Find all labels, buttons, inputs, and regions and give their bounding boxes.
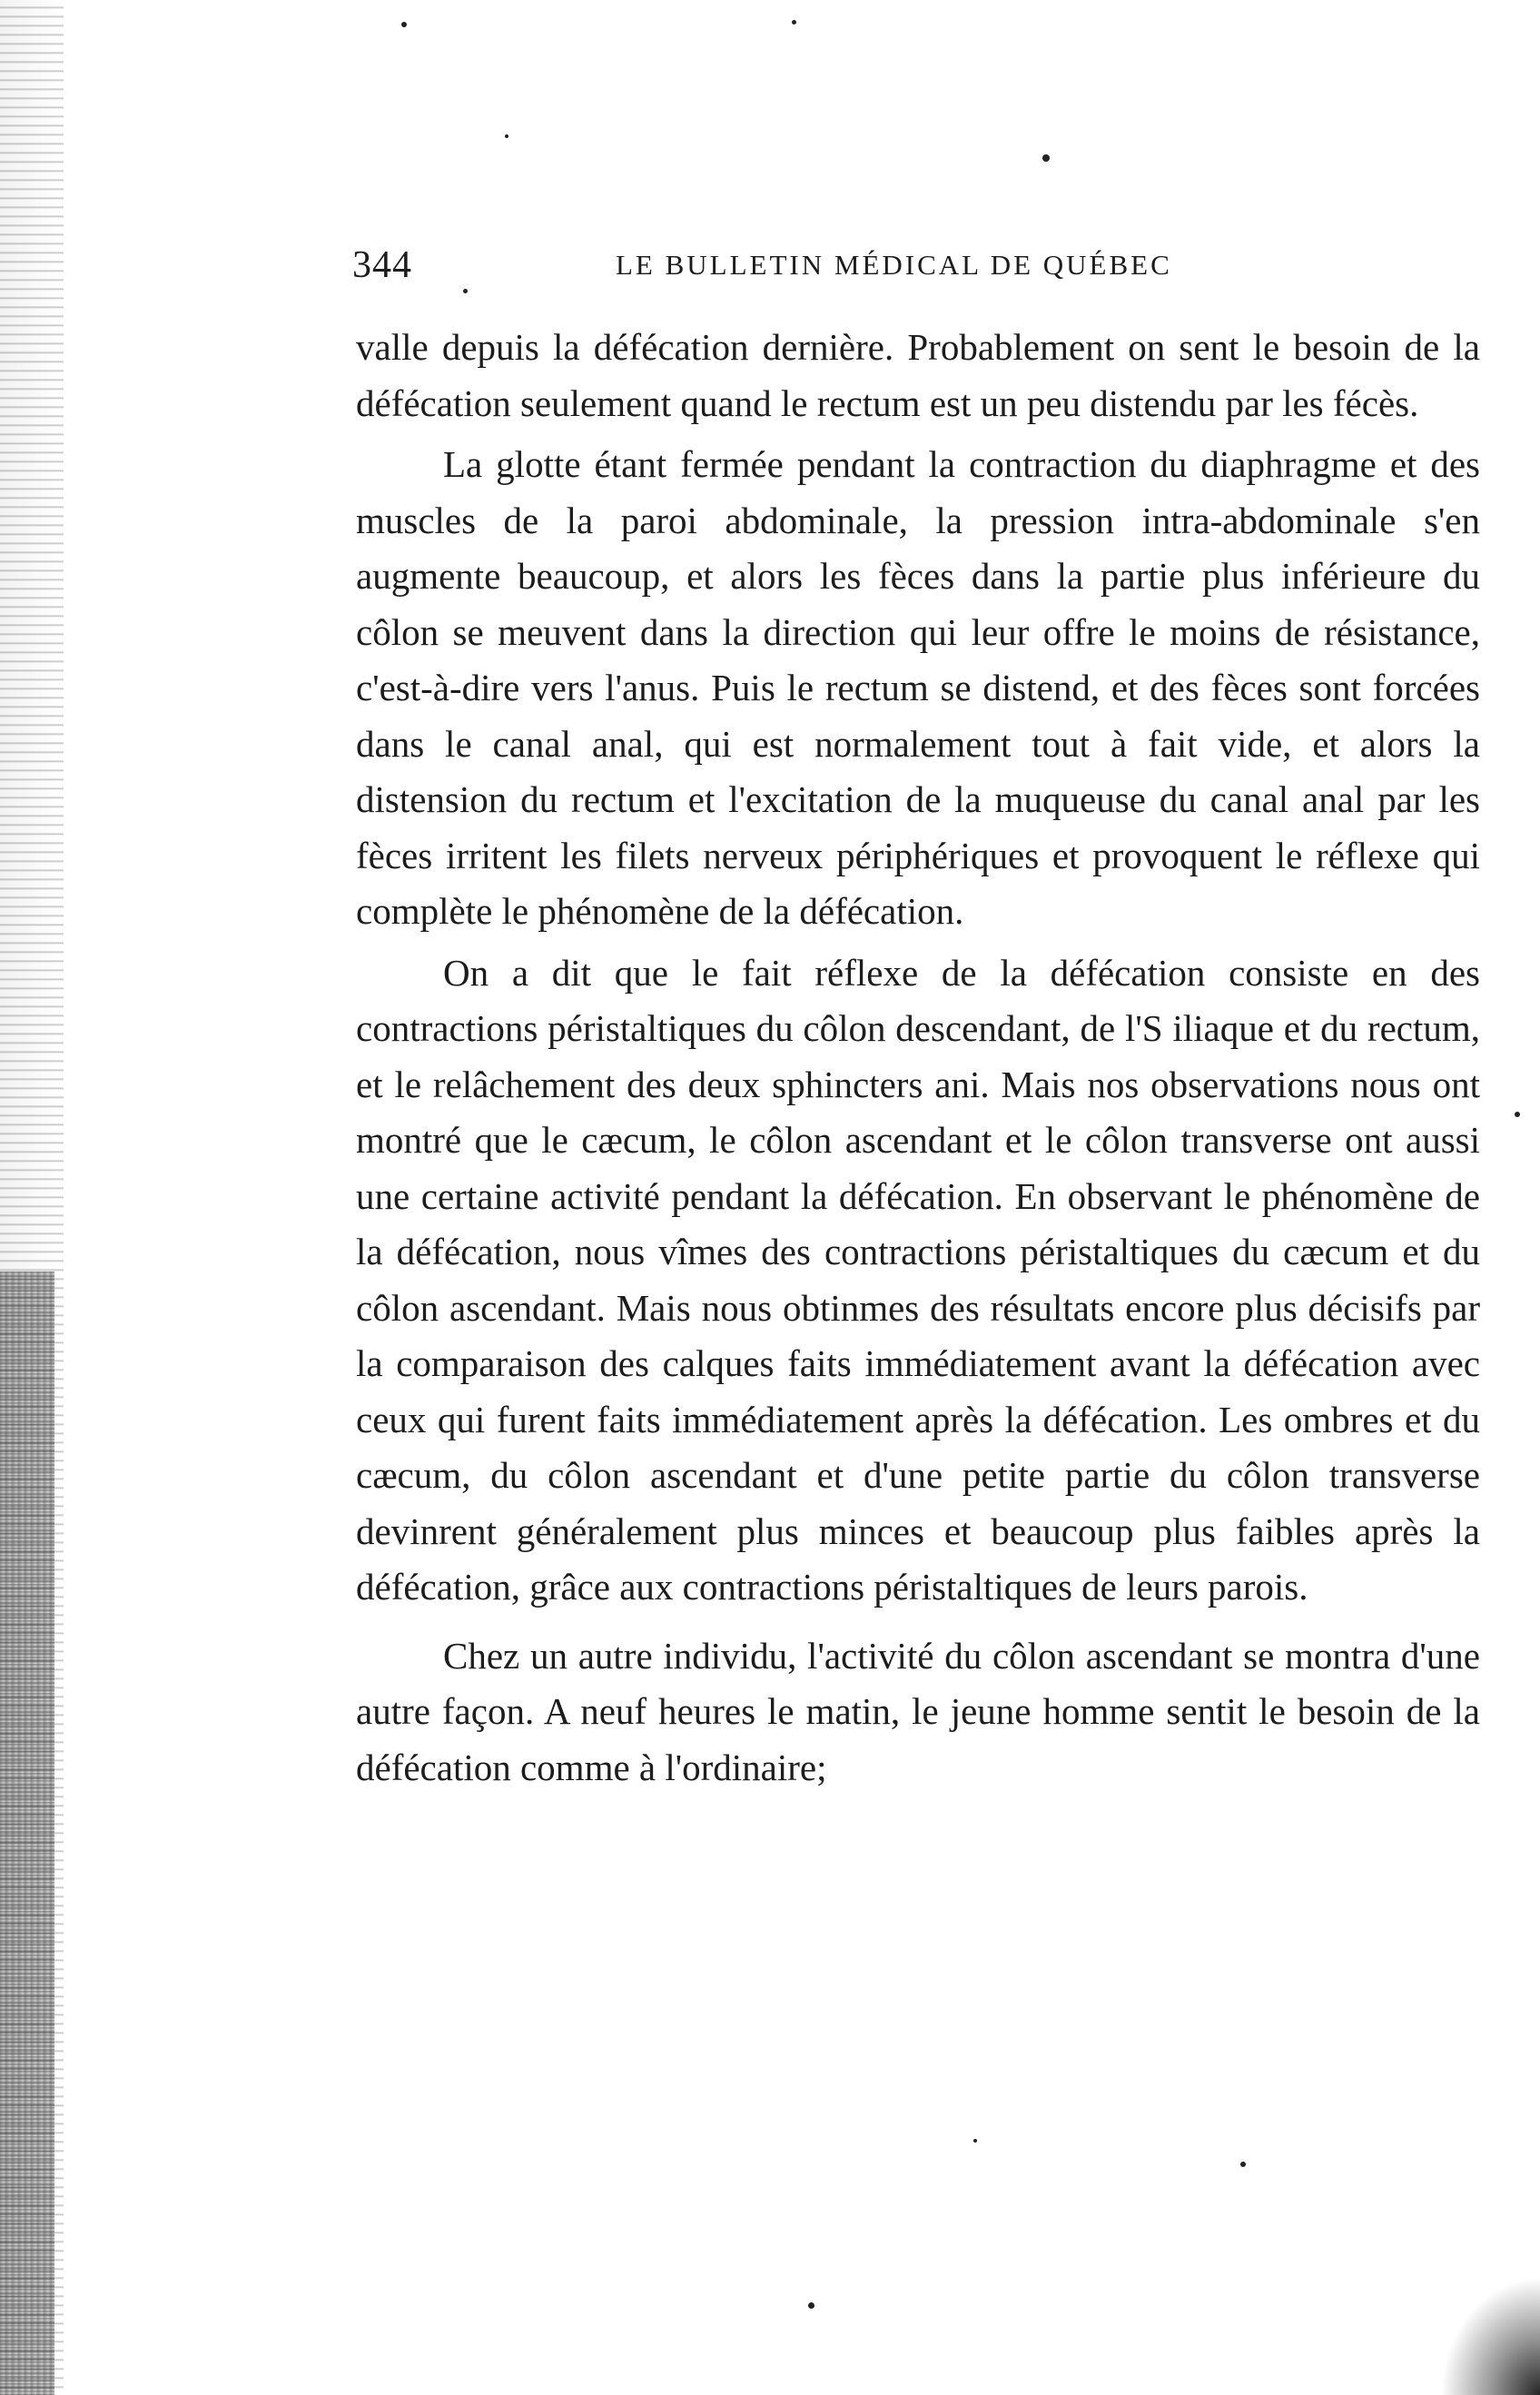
- scan-speck: [1042, 154, 1050, 162]
- scan-speck: [1515, 1112, 1520, 1117]
- scan-speck: [808, 2302, 814, 2309]
- running-head: [352, 238, 1260, 292]
- paragraph-autre-individu: Chez un autre individu, l'activité du côlon ascendant se montra d'une autre façon. A neuf heures le matin, le jeune homme sentit le besoin de la défécation comme à l'ordinaire;: [356, 1634, 1480, 1788]
- scan-speck: [973, 2139, 977, 2143]
- journal-title: LE BULLETIN MÉDICAL DE QUÉBEC: [616, 249, 1172, 281]
- paragraph-glotte: La glotte étant fermée pendant la contraction du diaphragme et des muscles de la paroi abdominale, la pression intra-abdominale s'en augmente beaucoup, et alors les fèces dans la partie plus inférieure du côlon se meuvent dans la direction qui leur offre le moins de résistance, c'est-à-dire vers l'anus. Puis le rectum se distend, et des fèces sont forcées dans le canal anal, qui est normalement tout à fait vide, et alors la distension du rectum et l'excitation de la muqueuse du canal anal par les fèces irritent les filets nerveux périphériques et provoquent le réflexe qui complète le phénomène de la défécation.: [356, 443, 1480, 932]
- scan-speck: [401, 22, 407, 27]
- paragraph-continued: valle depuis la défécation dernière. Probablement on sent le besoin de la défécation seulement quand le rectum est un peu distendu par les fécès.: [356, 326, 1480, 424]
- scan-speck: [792, 20, 796, 25]
- body-text: [356, 320, 1480, 1796]
- scan-speck: [505, 134, 508, 138]
- page-number: 344: [352, 244, 412, 286]
- scan-speck: [1240, 2162, 1246, 2167]
- paragraph-reflexe: On a dit que le fait réflexe de la défécation consiste en des contractions péristaltiques du côlon descendant, de l'S iliaque et du rectum, et le relâchement des deux sphincters ani. Mais nos observations nous ont montré que le cæcum, le côlon ascendant et le côlon transverse ont aussi une certaine activité pendant la défécation. En observant le phénomène de la défécation, nous vîmes des contractions péristaltiques du cæcum et du côlon ascendant. Mais nous obtinmes des résultats encore plus décisifs par la comparaison des calques faits immédiatement avant la défécation avec ceux qui furent faits immédiatement après la défécation. Les ombres et du cæcum, du côlon ascendant et d'une petite partie du côlon transverse devinrent généralement plus minces et beaucoup plus faibles après la défécation, grâce aux contractions péristaltiques de leurs parois.: [356, 951, 1480, 1608]
- corner-smudge: [1440, 2277, 1540, 2395]
- binding-edge-noise: [0, 1272, 54, 2395]
